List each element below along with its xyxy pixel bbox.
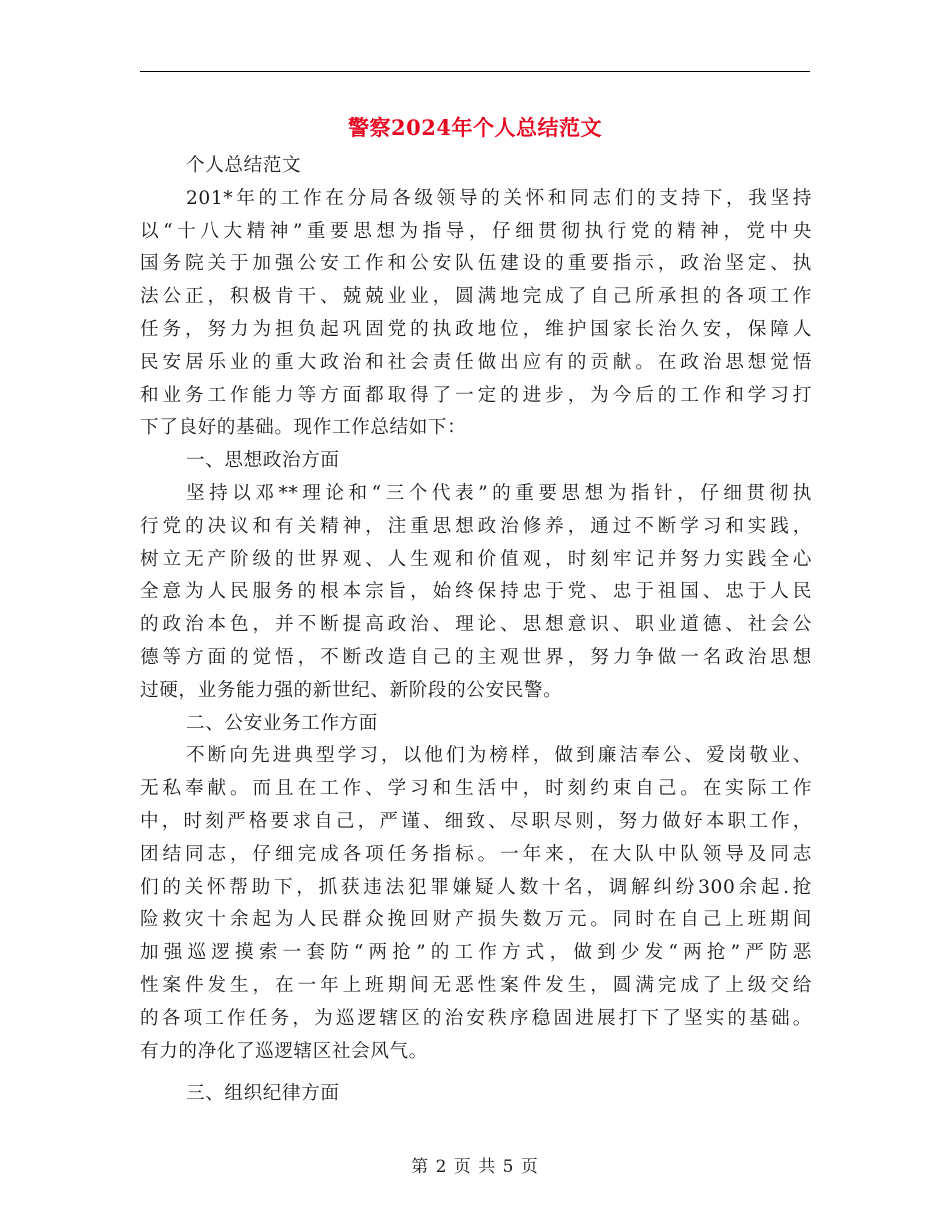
text-line: 德等方面的觉悟，不断改造自己的主观世界，努力争做一名政治思想 bbox=[140, 646, 812, 668]
text-line: 过硬，业务能力强的新世纪、新阶段的公安民警。 bbox=[140, 679, 563, 701]
text-line: 坚持以邓**理论和“三个代表”的重要思想为指针，仔细贯彻执 bbox=[186, 482, 812, 504]
text-line: 法公正，积极肯干、兢兢业业，圆满地完成了自己所承担的各项工作 bbox=[140, 286, 812, 308]
document-title: 警察2024年个人总结范文 bbox=[348, 115, 602, 140]
text-line: 树立无产阶级的世界观、人生观和价值观，时刻牢记并努力实践全心 bbox=[140, 548, 812, 570]
text-line: 三、组织纪律方面 bbox=[186, 1083, 340, 1105]
text-line: 全意为人民服务的根本宗旨，始终保持忠于党、忠于祖国、忠于人民 bbox=[140, 581, 812, 603]
paragraph-gap bbox=[140, 1068, 812, 1078]
text-line: 的政治本色，并不断提高政治、理论、思想意识、职业道德、社会公 bbox=[140, 614, 812, 636]
text-line: 个人总结范文 bbox=[186, 155, 302, 176]
text-line: 二、公安业务工作方面 bbox=[186, 712, 378, 734]
text-line: 国务院关于加强公安工作和公安队伍建设的重要指示，政治坚定、执 bbox=[140, 253, 812, 275]
text-line: 性案件发生，在一年上班期间无恶性案件发生，圆满完成了上级交给 bbox=[140, 974, 812, 996]
text-line: 一、思想政治方面 bbox=[186, 450, 340, 472]
page-number: 第 2 页 共 5 页 bbox=[411, 1157, 539, 1177]
text-line: 无私奉献。而且在工作、学习和生活中，时刻约束自己。在实际工作 bbox=[140, 778, 812, 800]
text-line: 任务，努力为担负起巩固党的执政地位，维护国家长治久安，保障人 bbox=[140, 318, 812, 340]
document-body bbox=[140, 150, 812, 1111]
text-line: 加强巡逻摸索一套防“两抢”的工作方式，做到少发“两抢”严防恶 bbox=[140, 942, 812, 964]
header-rule bbox=[140, 71, 810, 72]
text-line: 险救灾十余起为人民群众挽回财产损失数万元。同时在自己上班期间 bbox=[140, 909, 812, 931]
text-line: 下了良好的基础。现作工作总结如下： bbox=[140, 417, 467, 439]
text-line: 的各项工作任务，为巡逻辖区的治安秩序稳固进展打下了坚实的基础。 bbox=[140, 1007, 812, 1029]
text-line: 们的关怀帮助下，抓获违法犯罪嫌疑人数十名，调解纠纷300余起.抢 bbox=[140, 876, 812, 898]
text-line: 行党的决议和有关精神，注重思想政治修养，通过不断学习和实践， bbox=[140, 515, 812, 537]
text-line: 有力的净化了巡逻辖区社会风气。 bbox=[140, 1040, 428, 1062]
text-line: 不断向先进典型学习，以他们为榜样，做到廉洁奉公、爱岗敬业、 bbox=[186, 745, 812, 767]
text-line: 201*年的工作在分局各级领导的关怀和同志们的支持下，我坚持 bbox=[186, 187, 812, 209]
text-line: 民安居乐业的重大政治和社会责任做出应有的贡献。在政治思想觉悟 bbox=[140, 351, 812, 373]
text-line: 和业务工作能力等方面都取得了一定的进步，为今后的工作和学习打 bbox=[140, 384, 812, 406]
text-line: 中，时刻严格要求自己，严谨、细致、尽职尽则，努力做好本职工作， bbox=[140, 810, 812, 832]
text-line: 团结同志，仔细完成各项任务指标。一年来，在大队中队领导及同志 bbox=[140, 843, 812, 865]
text-line: 以“十八大精神”重要思想为指导，仔细贯彻执行党的精神，党中央 bbox=[140, 220, 812, 242]
